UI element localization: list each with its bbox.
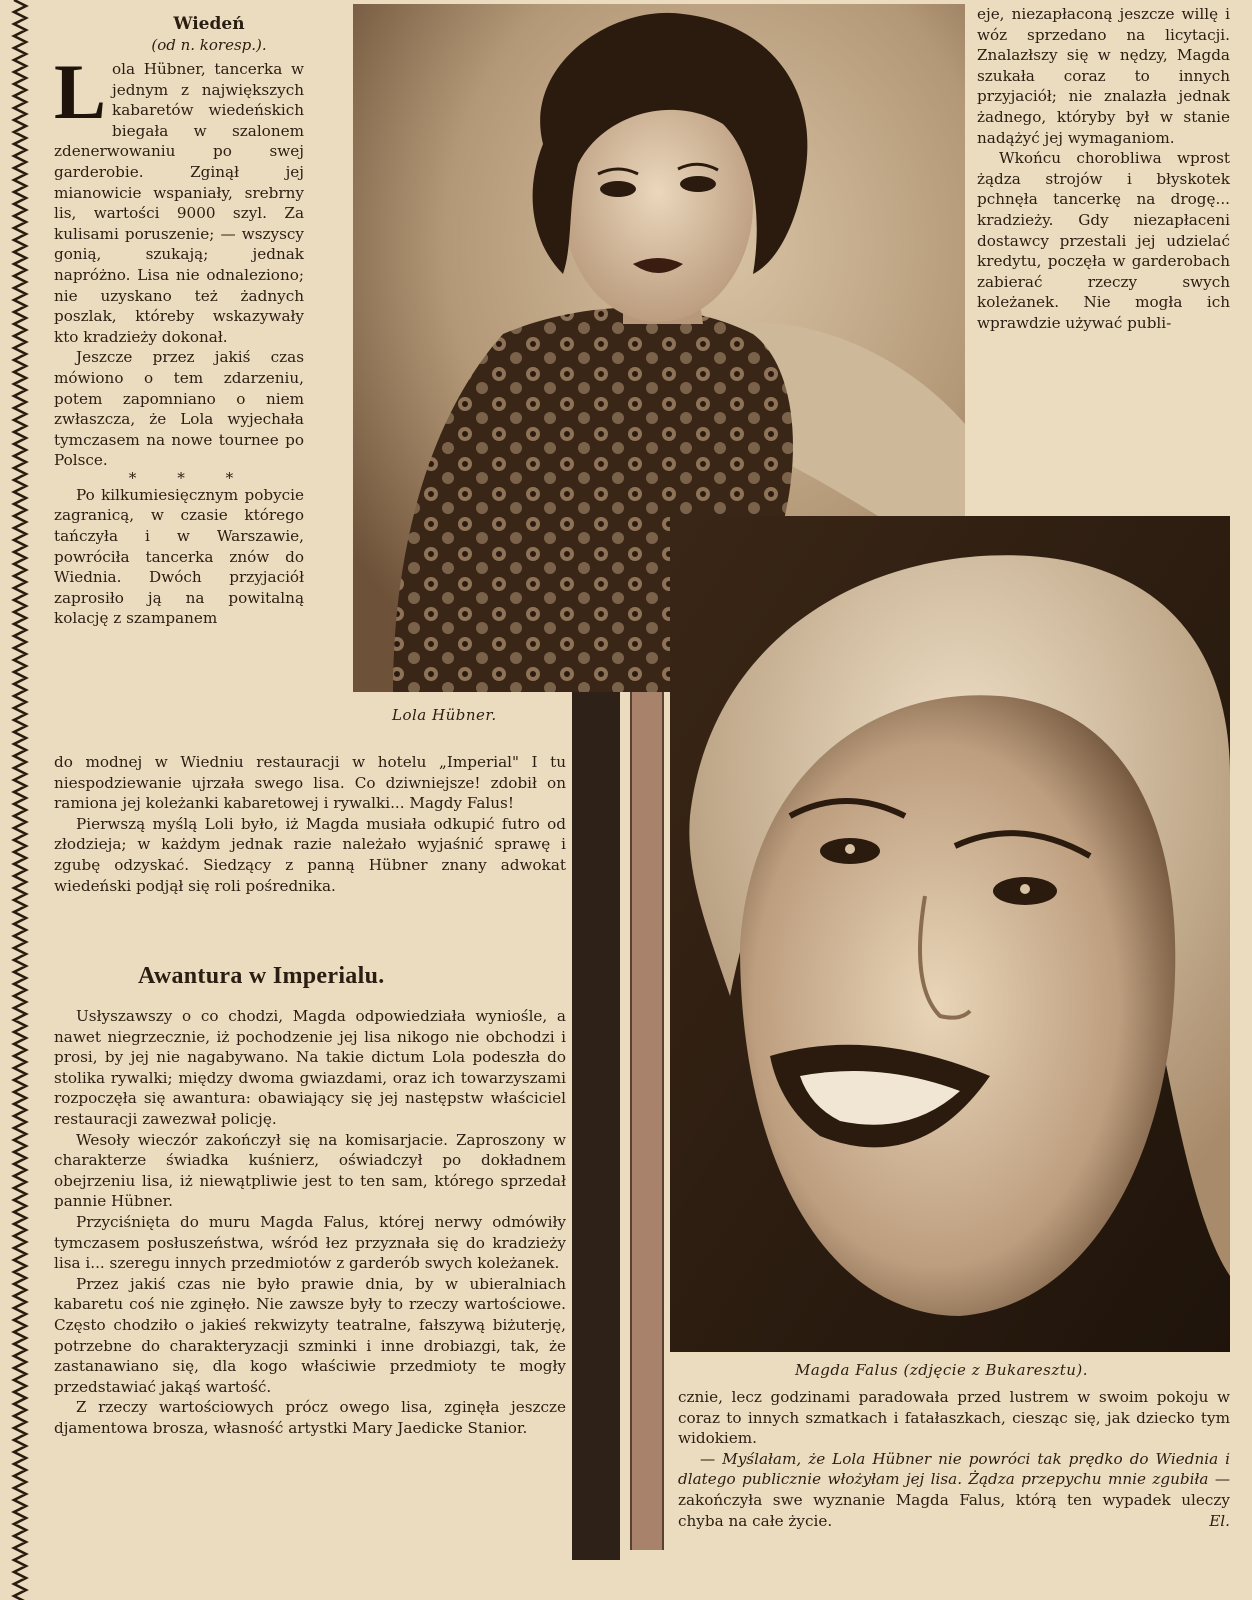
photo-caption-magda: Magda Falus (zdjęcie z Bukaresztu).: [795, 1361, 1089, 1379]
paragraph: Przez jakiś czas nie było prawie dnia, by w ubieralniach kabaretu coś nie zginęło. Nie zawsze były to rzeczy wartościowe. Często chodziło o jakieś rekwizyty teatralne, fałszywą biżuterję, potrzebne do charakteryzacji szminki i inne drobiazgi, tak, że zastanawiano się, dla kogo właściwie przedmioty te mogły przedstawiać jakąś wartość.: [54, 1274, 566, 1396]
paragraph: Pierwszą myślą Loli było, iż Magda musiała odkupić futro od złodzieja; w każdym jednak razie należało wyjaśnić sprawę i zgubę odzyskać. Siedzący z panną Hübner znany adwokat wiedeński podjął się roli pośrednika.: [54, 814, 566, 895]
intro-paragraph: Lola Hübner, tancerka w jednym z największych kabaretów wiedeńskich biegała w szalonem zdenerwowaniu po swej garderobie. Zginął jej mianowicie wspaniały, srebrny lis, wartości 9000 szyl. Za kulisami poruszenie; — wszyscy gonią, szukają; jednak napróżno. Lisa nie odnaleziono; nie uzyskano też żadnych poszlak, któreby wskazywały kto kradzieży dokonał.: [54, 48, 304, 346]
paragraph: Wkońcu chorobliwa wprost żądza strojów i błyskotek pchnęła tancerkę na drogę... kradzieży. Gdy niezapłaceni dostawcy przestali jej udzielać kredytu, poczęła w garderobach zabierać rzeczy swych koleżanek. Nie mogła ich wprawdzie używać publi-: [977, 149, 1230, 332]
separator: * * *: [128, 468, 252, 487]
paragraph: Po kilkumiesięcznym pobycie zagranicą, w czasie którego tańczyła i w Warszawie, powróciła tancerka znów do Wiednia. Dwóch przyjaciół zaprosiło ją na powitalną kolację z szampanem: [54, 485, 304, 628]
signature: El.: [1209, 1511, 1230, 1530]
photo-caption-lola: Lola Hübner.: [392, 706, 497, 724]
section-text: [54, 1006, 566, 1438]
paragraph: cznie, lecz godzinami paradowała przed lustrem w swoim pokoju w coraz to innych szmatkach i fatałaszkach, ciesząc się, jak dziecko tym widokiem.: [678, 1388, 1230, 1448]
right-column: [977, 4, 1230, 334]
zigzag-border: [0, 0, 40, 1600]
paragraph: eje, niezapłaconą jeszcze willę i wóz sprzedano na licytacji. Znalazłszy się w nędzy, Magda szukała coraz to innych przyjaciół; nie znalazła jednak żadnego, któryby był w stanie nadążyć jej wymaganiom.: [977, 5, 1230, 147]
section-heading: Awantura w Imperialu.: [138, 963, 385, 989]
paragraph: Usłyszawszy o co chodzi, Magda odpowiedziała wyniośle, a nawet niegrzecznie, iż pochodzenie jej lisa nikogo nie obchodzi i prosi, by jej nie nagabywano. Na takie dictum Lola podeszła do stolika rywalki; między dwoma gwiazdami, oraz ich towarzyszami rozpoczęła się awantura: obawiający się jej następstw właściciel restauracji zawezwał policję.: [54, 1007, 566, 1128]
paragraph: Z rzeczy wartościowych prócz owego lisa, zginęła jeszcze djamentowa brosza, własność artystki Mary Jaedicke Stanior.: [54, 1398, 566, 1437]
quote-paragraph: — Myślałam, że Lola Hübner nie powróci tak prędko do Wiednia i dlatego publicznie włożyłam jej lisa. Żądza przepychu mnie zgubiła — zakończyła swe wyznanie Magda Falus, którą ten wypadek uleczy chyba na całe życie. El.: [678, 1449, 1230, 1530]
left-wide-text: [54, 752, 566, 896]
paragraph: Przyciśnięta do muru Magda Falus, której nerwy odmówiły tymczasem posłuszeństwa, wśród łez przyznała się do kradzieży lisa i... szeregu innych przedmiotów z garderób swych koleżanek.: [54, 1212, 566, 1273]
article-title: Wiedeń: [173, 14, 245, 34]
decorative-bar-dark: [572, 692, 620, 1560]
paragraph: do modnej w Wiedniu restauracji w hotelu „Imperial" I tu niespodziewanie ujrzała swego lisa. Co dziwniejsze! zdobił on ramiona jej koleżanki kabaretowej i rywalki... Magdy Falus!: [54, 753, 566, 813]
paragraph: Wesoły wieczór zakończył się na komisarjacie. Zaproszony w charakterze świadka kuśnierz, oświadczył po dokładnem obejrzeniu lisa, iż niewątpliwie jest to ten sam, którego sprzedał pannie Hübner.: [54, 1130, 566, 1211]
decorative-bar-light: [630, 692, 664, 1550]
bottom-right-text: [678, 1387, 1230, 1531]
magda-falus-photo: [670, 516, 1230, 1352]
left-column: [54, 14, 304, 629]
paragraph: Jeszcze przez jakiś czas mówiono o tem zdarzeniu, potem zapomniano o niem zwłaszcza, że Lola wyjechała tymczasem na nowe tournee po Polsce.: [54, 348, 304, 470]
drop-cap: L: [54, 48, 107, 135]
dateline: (od n. koresp.).: [151, 36, 267, 54]
